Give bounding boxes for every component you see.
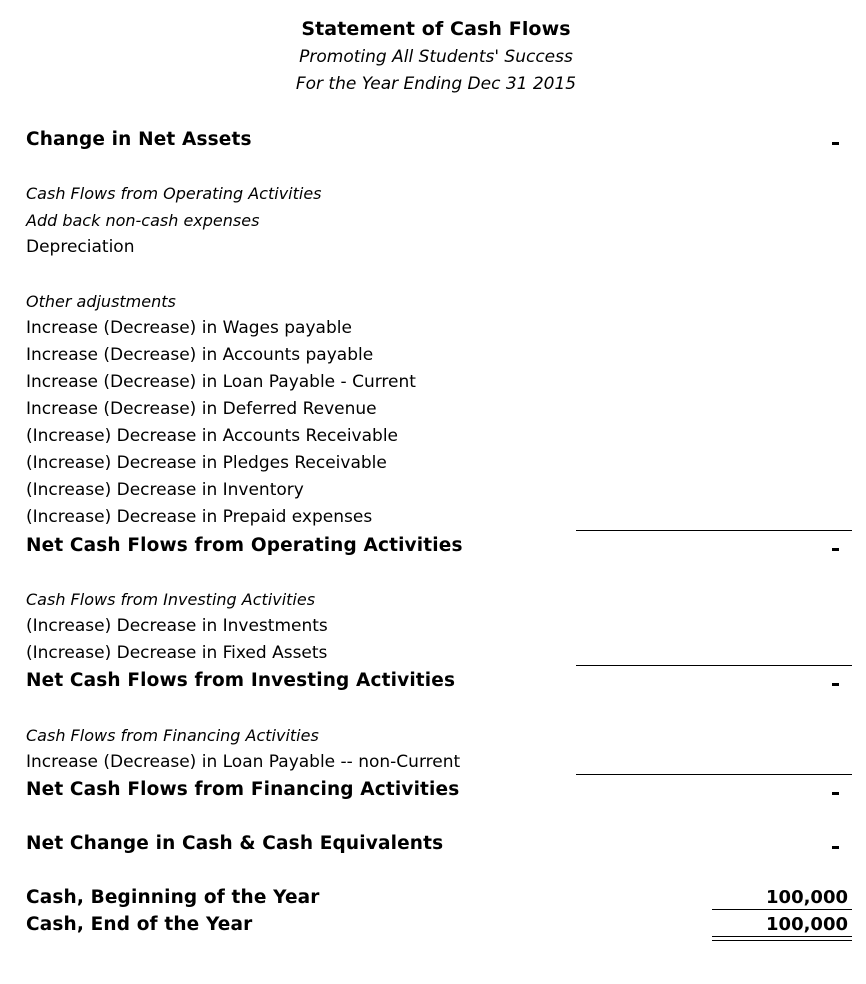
financing-total-label: Net Cash Flows from Financing Activities xyxy=(26,779,460,800)
financing-heading: Cash Flows from Financing Activities xyxy=(26,726,319,745)
organization-name: Promoting All Students' Success xyxy=(299,47,573,67)
financing-item-row xyxy=(26,749,848,776)
operating-total-row xyxy=(26,532,848,559)
operating-item-row xyxy=(26,450,848,477)
operating-item-row xyxy=(26,504,848,531)
cash-end-row xyxy=(26,911,848,938)
net-change-value xyxy=(832,846,839,849)
financing-item-label: Increase (Decrease) in Loan Payable -- non-Current xyxy=(26,752,461,772)
operating-item-label: (Increase) Decrease in Inventory xyxy=(26,480,304,500)
operating-item-row xyxy=(26,396,848,423)
investing-item-row xyxy=(26,640,848,667)
operating-heading-row xyxy=(26,180,848,207)
investing-total-label: Net Cash Flows from Investing Activities xyxy=(26,670,456,691)
cash-end-label: Cash, End of the Year xyxy=(26,914,253,935)
operating-item-label: Increase (Decrease) in Loan Payable - Current xyxy=(26,372,416,392)
financing-total-value xyxy=(832,792,839,795)
investing-total-value xyxy=(832,683,839,686)
investing-subtotal-rule xyxy=(576,665,852,666)
cash-subtotal-rule xyxy=(712,909,852,910)
operating-item-row xyxy=(26,369,848,396)
depreciation-label: Depreciation xyxy=(26,237,135,257)
depreciation-row xyxy=(26,234,848,261)
operating-subtotal-rule xyxy=(576,530,852,531)
statement-title: Statement of Cash Flows xyxy=(301,18,571,40)
operating-item-label: Increase (Decrease) in Deferred Revenue xyxy=(26,399,377,419)
investing-item-label: (Increase) Decrease in Fixed Assets xyxy=(26,643,328,663)
noncash-heading-row xyxy=(26,207,848,234)
operating-item-label: Increase (Decrease) in Wages payable xyxy=(26,318,352,338)
investing-item-row xyxy=(26,613,848,640)
net-change-label: Net Change in Cash & Cash Equivalents xyxy=(26,833,444,854)
investing-heading-row xyxy=(26,586,848,613)
change-in-net-assets-row xyxy=(26,126,848,153)
financing-subtotal-rule xyxy=(576,774,852,775)
cash-beginning-value: 100,000 xyxy=(766,887,848,908)
change-in-net-assets-value xyxy=(832,142,839,145)
operating-item-row xyxy=(26,315,848,342)
cash-end-value: 100,000 xyxy=(766,914,848,935)
cash-beginning-label: Cash, Beginning of the Year xyxy=(26,887,320,908)
investing-total-row xyxy=(26,667,848,694)
operating-heading: Cash Flows from Operating Activities xyxy=(26,184,322,203)
investing-item-label: (Increase) Decrease in Investments xyxy=(26,616,328,636)
financing-heading-row xyxy=(26,722,848,749)
operating-item-label: (Increase) Decrease in Pledges Receivable xyxy=(26,453,387,473)
operating-item-row xyxy=(26,477,848,504)
cash-end-double-rule xyxy=(712,936,852,941)
noncash-heading: Add back non-cash expenses xyxy=(26,211,260,230)
operating-item-row xyxy=(26,423,848,450)
statement-period: For the Year Ending Dec 31 2015 xyxy=(295,74,577,94)
investing-heading: Cash Flows from Investing Activities xyxy=(26,590,316,609)
operating-total-value xyxy=(832,548,839,551)
operating-item-label: (Increase) Decrease in Prepaid expenses xyxy=(26,507,373,527)
operating-item-row xyxy=(26,342,848,369)
change-in-net-assets-label: Change in Net Assets xyxy=(26,129,252,150)
other-adjustments-heading: Other adjustments xyxy=(26,292,176,311)
financing-total-row xyxy=(26,776,848,803)
net-change-row xyxy=(26,830,848,857)
operating-total-label: Net Cash Flows from Operating Activities xyxy=(26,535,463,556)
other-adjustments-row xyxy=(26,288,848,315)
operating-item-label: (Increase) Decrease in Accounts Receivable xyxy=(26,426,399,446)
operating-item-label: Increase (Decrease) in Accounts payable xyxy=(26,345,374,365)
cash-beginning-row xyxy=(26,884,848,911)
